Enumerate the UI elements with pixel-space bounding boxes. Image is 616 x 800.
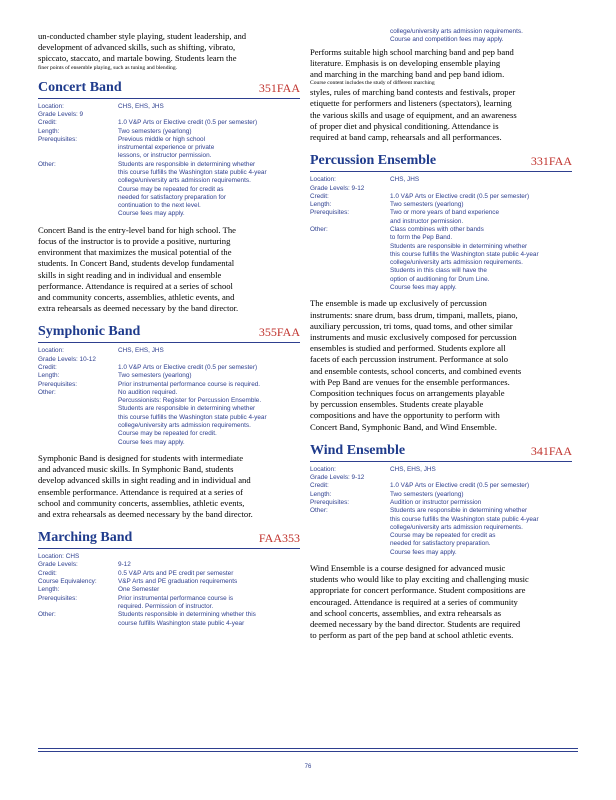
info-label: Other: xyxy=(38,611,56,619)
info-label: Length: xyxy=(38,127,60,135)
course-description xyxy=(310,563,572,641)
info-value xyxy=(118,553,300,561)
info-label: Location: xyxy=(310,465,336,473)
info-row xyxy=(310,482,572,490)
info-row xyxy=(38,103,300,111)
info-row xyxy=(310,185,572,193)
info-value: Class combines with other bands to form the Pep Band. Students are responsible in determining whether this course fulfills the Washington state public 4-year college/university arts admission requirements. Students in this class will have the option of auditioning for Drum Line. Course fees may apply. xyxy=(390,226,539,292)
info-label: Credit: xyxy=(38,119,57,127)
text-line: with Pep Band are venues for the ensemble performances. xyxy=(310,376,510,387)
info-value: One Semester xyxy=(118,586,160,594)
info-label: Prerequisites: xyxy=(310,499,350,506)
info-row xyxy=(38,381,300,389)
text-line: spiccato, staccato, and martale bowing. Students learn the xyxy=(38,53,237,64)
course-info xyxy=(310,466,572,557)
text-line: students who would like to play exciting and challenging music xyxy=(310,574,529,585)
text-line: ensembles is studied and performed. Students explore all xyxy=(310,343,506,354)
info-label: Prerequisites: xyxy=(38,594,78,602)
info-row xyxy=(38,119,300,127)
info-value: 1.0 V&P Arts or Elective credit (0.5 per semester) xyxy=(118,119,258,127)
section-title: Marching Band xyxy=(38,530,133,546)
info-label: Other: xyxy=(38,388,56,396)
info-row xyxy=(38,111,300,119)
text-line: finer points of ensemble playing, such as tuning and blending. xyxy=(38,64,178,71)
section-title: Percussion Ensemble xyxy=(310,153,437,169)
text-line: The ensemble is made up exclusively of percussion xyxy=(310,298,487,309)
info-row xyxy=(38,389,300,447)
right-column xyxy=(310,0,572,642)
page-number: 76 xyxy=(304,764,312,770)
info-label: Location: xyxy=(38,102,64,110)
info-value xyxy=(390,474,572,482)
info-row xyxy=(38,136,300,161)
text-line: Course content includes the study of different marching xyxy=(310,80,435,87)
info-row xyxy=(310,201,572,209)
course-code: 355FAA xyxy=(258,325,300,340)
info-value: Two semesters (yearlong) xyxy=(118,372,192,380)
marching-band-heading xyxy=(38,528,300,549)
info-value xyxy=(390,185,572,193)
info-label: Prerequisites: xyxy=(38,380,78,388)
info-row xyxy=(38,364,300,372)
text-line: by percussion ensembles. Students create playable xyxy=(310,399,484,410)
info-value: 9-12 xyxy=(118,561,131,569)
text-line: un-conducted chamber style playing, student leadership, and xyxy=(38,31,247,41)
marching-band-description xyxy=(310,47,572,144)
text-line: and community concerts, assemblies, athletic events, and xyxy=(38,291,235,302)
text-line: Wind Ensemble is a course designed for advanced music xyxy=(310,563,506,574)
info-row xyxy=(38,578,300,586)
text-line: auxiliary percussion, tri toms, quad toms, and other similar xyxy=(310,320,513,331)
info-row xyxy=(310,507,572,557)
info-value: 1.0 V&P Arts or Elective credit (0.5 per semester) xyxy=(390,482,530,490)
info-row xyxy=(38,561,300,569)
text-line: school and community concerts, assemblies, athletic events, xyxy=(38,497,245,508)
info-value: CHS, EHS, JHS xyxy=(118,102,164,110)
info-label: Course Equivalency: xyxy=(38,578,97,586)
info-label: Prerequisites: xyxy=(310,209,350,217)
info-value xyxy=(118,111,300,119)
course-info xyxy=(310,176,572,292)
percussion-ensemble-heading xyxy=(310,151,572,172)
info-row xyxy=(38,570,300,578)
info-value: CHS, EHS, JHS xyxy=(390,465,436,473)
text-line: and ensemble contests, school concerts, and combined events xyxy=(310,365,522,376)
text-line: performance. Attendance is required at a series of school xyxy=(38,280,233,291)
course-code: FAA353 xyxy=(258,531,300,546)
text-line: required at band camp, rehearsals and all performances. xyxy=(310,132,502,143)
info-label: Location: xyxy=(38,347,64,355)
info-row xyxy=(310,226,572,292)
section-title: Symphonic Band xyxy=(38,324,141,340)
info-value: Two semesters (yearlong) xyxy=(390,490,464,498)
concert-band-heading xyxy=(38,78,300,99)
text-line: instruments: snare drum, bass drum, timpani, mallets, piano, xyxy=(310,309,518,320)
text-line: deemed necessary by the band director. Students are required xyxy=(310,619,521,630)
info-value: Students responsible in determining whether this course fulfills Washington state public 4-year xyxy=(118,611,256,627)
text-line: Symphonic Band is designed for students with intermediate xyxy=(38,452,244,463)
info-label: Grade Levels: 9 xyxy=(38,110,84,118)
info-value xyxy=(118,356,300,364)
info-row xyxy=(310,193,572,201)
text-line: etiquette for performers and listeners (spectators), learning xyxy=(310,98,512,109)
footer-rule xyxy=(38,751,578,752)
text-line: ensemble performance. Attendance is required at a series of xyxy=(38,486,243,497)
info-value: 0.5 V&P Arts and PE credit per semester xyxy=(118,569,234,577)
info-row xyxy=(38,161,300,219)
wind-ensemble-heading xyxy=(310,441,572,462)
info-value: 1.0 V&P Arts or Elective credit (0.5 per semester) xyxy=(390,192,530,200)
text-line: literature. Emphasis is on developing ensemble playing xyxy=(310,57,501,68)
info-row xyxy=(38,372,300,380)
text-line: the various skills and usage of equipment, and an awareness xyxy=(310,109,517,120)
course-description xyxy=(38,453,300,520)
text-line: extra rehearsals as deemed necessary by the band director. xyxy=(38,303,239,314)
info-value: Two or more years of band experience and instructor permission. xyxy=(390,209,500,225)
info-row xyxy=(38,347,300,355)
info-label: Grade Levels: 10-12 xyxy=(38,355,96,363)
course-code: 331FAA xyxy=(530,154,572,169)
text-line: facets of each percussion instrument. Performance at solo xyxy=(310,354,509,365)
text-line: compositions and have the opportunity to perform with xyxy=(310,410,500,421)
text-line: and school concerts, assemblies, and extra rehearsals as xyxy=(310,607,502,618)
text-line: Concert Band is the entry-level band for high school. The xyxy=(38,224,236,235)
info-label: Length: xyxy=(310,490,332,498)
course-info xyxy=(38,553,300,628)
info-label: Credit: xyxy=(38,363,57,371)
info-value: 1.0 V&P Arts or Elective credit (0.5 per semester) xyxy=(118,363,258,371)
text-line: encouraged. Attendance is required at a series of community xyxy=(310,596,518,607)
course-code: 351FAA xyxy=(258,80,300,95)
info-value: Two semesters (yearlong) xyxy=(390,201,464,209)
info-label: Grade Levels: 9-12 xyxy=(310,474,365,482)
text-line: and marching in the marching band and pep band idiom. xyxy=(310,69,505,79)
text-line: of proper diet and physical conditioning. Attendance is xyxy=(310,120,499,131)
info-label: Credit: xyxy=(310,192,329,200)
info-value: Students are responsible in determining whether this course fulfills the Washington state public 4-year college/university arts admission requirements. Course may be repeated for credit as needed for satisfactory preparation. Course fees may apply. xyxy=(390,507,539,556)
text-line: instruments and music exclusively composed for percussion xyxy=(310,331,517,342)
info-label: Length: xyxy=(38,586,60,594)
info-value: Students are responsible in determining whether this course fulfills the Washington state public 4-year college/university arts admission requirements. Course may be repeated for credit as needed for satisfactory preparation for continuation to the next level. Course fees may apply. xyxy=(118,160,267,218)
text-line: development of advanced skills, such as shifting, vibrato, xyxy=(38,42,236,53)
info-row xyxy=(38,553,300,561)
text-line: to perform as part of the pep band at school athletic events. xyxy=(310,630,514,641)
info-row xyxy=(310,474,572,482)
course-info xyxy=(38,347,300,447)
info-label: Length: xyxy=(310,201,332,209)
info-row xyxy=(310,491,572,499)
info-row xyxy=(38,595,300,612)
info-value: V&P Arts and PE graduation requirements xyxy=(118,578,238,586)
info-label: Other: xyxy=(310,226,328,233)
info-value: Audition or instructor permission xyxy=(390,499,482,506)
text-line: focus of the instructor is to provide a positive, nurturing xyxy=(38,235,231,246)
course-info xyxy=(38,103,300,219)
symphonic-band-heading xyxy=(38,322,300,343)
info-label: Length: xyxy=(38,372,60,380)
text-line: styles, rules of marching band contests and festivals, proper xyxy=(310,87,516,98)
footer-rule xyxy=(38,748,578,749)
text-line: environment that maximizes the musical potential of the xyxy=(38,247,232,258)
info-label: Other: xyxy=(38,160,56,168)
info-row xyxy=(38,611,300,628)
info-row xyxy=(38,356,300,364)
info-row xyxy=(310,176,572,184)
course-code: 341FAA xyxy=(530,443,572,458)
info-value: Two semesters (yearlong) xyxy=(118,127,192,135)
text-line: and advanced music skills. In Symphonic Band, students xyxy=(38,464,234,475)
left-column xyxy=(38,0,300,634)
info-label: Location: CHS xyxy=(38,553,80,561)
info-value: CHS, EHS, JHS xyxy=(118,347,164,355)
text-line: students. In Concert Band, students develop fundamental xyxy=(38,258,235,269)
text-line: Performs suitable high school marching band and pep band xyxy=(310,46,514,57)
info-label: Location: xyxy=(310,176,336,184)
info-value: Previous middle or high school instrumental experience or private lessons, or instructor permission. xyxy=(118,135,215,160)
info-value: CHS, JHS xyxy=(390,176,420,184)
text-line: appropriate for concert performance. Student compositions are xyxy=(310,585,526,596)
intro-paragraph xyxy=(38,31,300,72)
info-row xyxy=(310,466,572,474)
marching-band-other-continued: college/university arts admission requirements. Course and competition fees may apply. xyxy=(390,28,523,44)
info-label: Other: xyxy=(310,507,328,515)
info-row xyxy=(38,128,300,136)
info-row xyxy=(310,209,572,226)
info-value: No audition required. Percussionists: Register for Percussion Ensemble. Students are responsible in determining whether this course fulfills the Washington state public 4-year college/university arts admission requirements. Course may be repeated for credit. Course fees may apply. xyxy=(118,388,267,446)
text-line: develop advanced skills in sight reading and in individual and xyxy=(38,475,251,486)
course-description xyxy=(310,298,572,432)
section-title: Concert Band xyxy=(38,79,122,95)
text-line: skills in sight reading and in individual and ensemble xyxy=(38,269,222,280)
info-label: Grade Levels: xyxy=(38,561,78,569)
info-value: Prior instrumental performance course is required. Permission of instructor. xyxy=(118,594,234,610)
course-description xyxy=(38,225,300,315)
info-label: Prerequisites: xyxy=(38,135,78,143)
info-label: Credit: xyxy=(38,569,57,577)
info-row xyxy=(310,499,572,507)
section-title: Wind Ensemble xyxy=(310,442,406,458)
info-row xyxy=(38,586,300,594)
text-line: Concert Band, Symphonic Band, and Wind Ensemble. xyxy=(310,421,497,432)
info-value: Prior instrumental performance course is required. xyxy=(118,380,261,388)
info-label: Credit: xyxy=(310,482,329,490)
info-label: Grade Levels: 9-12 xyxy=(310,184,365,192)
text-line: Composition techniques focus on arrangements playable xyxy=(310,388,505,398)
text-line: and extra rehearsals as deemed necessary by the band director. xyxy=(38,508,253,519)
